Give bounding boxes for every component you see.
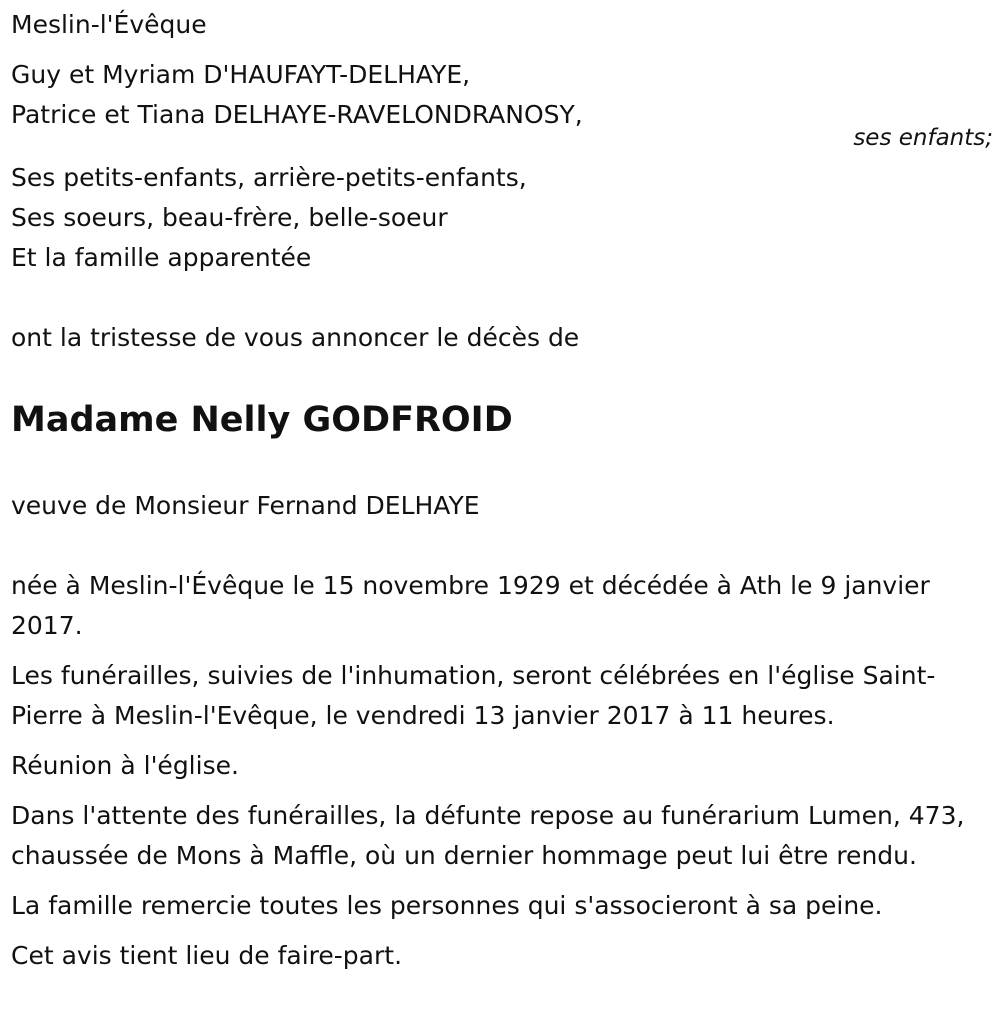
relatives-list	[11, 158, 527, 278]
relatives-line-1: Ses petits-enfants, arrière-petits-enfants,	[11, 163, 527, 192]
relatives-line-2: Ses soeurs, beau-frère, belle-soeur	[11, 203, 448, 232]
child-couple-2: Patrice et Tiana DELHAYE-RAVELONDRANOSY,	[11, 100, 583, 129]
widow-of-text: veuve de Monsieur Fernand DELHAYE	[11, 491, 480, 520]
notice-paragraph: Cet avis tient lieu de faire-part.	[11, 941, 403, 970]
funeral-paragraph: Les funérailles, suivies de l'inhumation, seront célébrées en l'église Saint-Pierre à Meslin-l'Evêque, le vendredi 13 janvier 2017 à 11 heures.	[11, 661, 936, 730]
children-label: ses enfants;	[853, 125, 993, 151]
funerarium-paragraph: Dans l'attente des funérailles, la défunte repose au funérarium Lumen, 473, chaussée de Mons à Maffle, où un dernier hommage peut lui être rendu.	[11, 801, 965, 870]
details-section	[11, 566, 986, 986]
place-name: Meslin-l'Évêque	[11, 10, 207, 39]
announcement-text: ont la tristesse de vous annoncer le décès de	[11, 323, 580, 352]
deceased-name: Madame Nelly GODFROID	[11, 400, 513, 440]
meeting-paragraph: Réunion à l'église.	[11, 751, 239, 780]
relatives-line-3: Et la famille apparentée	[11, 243, 312, 272]
birth-death-paragraph: née à Meslin-l'Évêque le 15 novembre 1929 et décédée à Ath le 9 janvier 2017.	[11, 571, 930, 640]
thanks-paragraph: La famille remercie toutes les personnes qui s'associeront à sa peine.	[11, 891, 883, 920]
children-list	[11, 55, 583, 135]
child-couple-1: Guy et Myriam D'HAUFAYT-DELHAYE,	[11, 60, 471, 89]
